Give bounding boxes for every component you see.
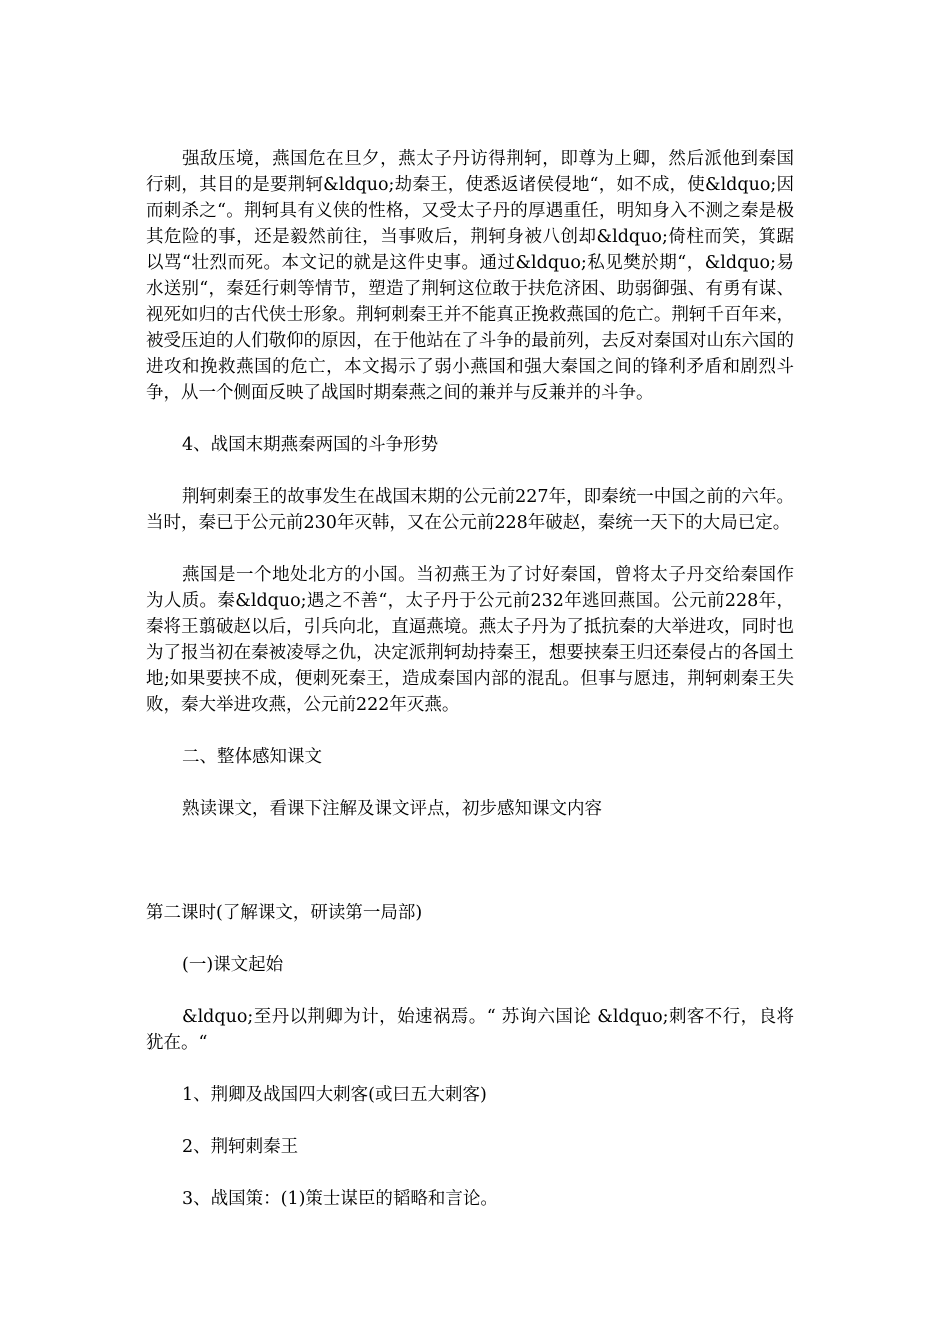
paragraph-story-date: 荆轲刺秦王的故事发生在战国末期的公元前227年，即秦统一中国之前的六年。当时，秦已于公元前230年灭韩，又在公元前228年破赵，秦统一天下的大局已定。 — [146, 487, 794, 533]
blank-spacer — [146, 848, 794, 900]
list-item-jingke: 2、荆轲刺秦王 — [182, 1137, 299, 1157]
list-item-assassins: 1、荆卿及战国四大刺客(或曰五大刺客) — [182, 1085, 487, 1105]
paragraph-yan-state: 燕国是一个地处北方的小国。当初燕王为了讨好秦国，曾将太子丹交给秦国作为人质。秦&ldquo;遇之不善“，太子丹于公元前232年逃回燕国。公元前228年，秦将王翦破赵以后，引兵向北，直逼燕境。燕太子丹为了抵抗秦的大举进攻，同时也为了报当初在秦被凌辱之仇，决定派荆轲劫持秦王，想要挟秦王归还秦侵占的各国土地;如果要挟不成，便刺死秦王，造成秦国内部的混乱。但事与愿违，荆轲刺秦王失败，秦大举进攻燕，公元前222年灭燕。 — [146, 565, 794, 715]
section-heading-struggle: 4、战国末期燕秦两国的斗争形势 — [182, 435, 439, 455]
section-heading-overall: 二、整体感知课文 — [182, 747, 322, 767]
subsection-heading-start: (一)课文起始 — [182, 955, 284, 975]
list-item-zhanguoce: 3、战国策：(1)策士谋臣的韬略和言论。 — [182, 1189, 498, 1209]
document-body — [146, 146, 794, 1238]
paragraph-jingke-intro: 强敌压境，燕国危在旦夕，燕太子丹访得荆轲，即尊为上卿，然后派他到秦国行刺，其目的是要荆轲&ldquo;劫秦王，使悉返诸侯侵地“，如不成，使&ldquo;因而刺杀之“。荆轲具有义侠的性格，又受太子丹的厚遇重任，明知身入不测之秦是极其危险的事，还是毅然前往，当事败后，荆轲身被八创却&ldquo;倚柱而笑，箕踞以骂“壮烈而死。本文记的就是这件史事。通过&ldquo;私见樊於期“，&ldquo;易水送别“，秦廷行刺等情节，塑造了荆轲这位敢于扶危济困、助弱御强、有勇有谋、视死如归的古代侠士形象。荆轲刺秦王并不能真正挽救燕国的危亡。荆轲千百年来，被受压迫的人们敬仰的原因，在于他站在了斗争的最前列，去反对秦国对山东六国的进攻和挽救燕国的危亡，本文揭示了弱小燕国和强大秦国之间的锋利矛盾和剧烈斗争，从一个侧面反映了战国时期秦燕之间的兼并与反兼并的斗争。 — [146, 149, 794, 403]
paragraph-quote: &ldquo;至丹以荆卿为计，始速祸焉。“ 苏询六国论 &ldquo;刺客不行，良将犹在。“ — [146, 1007, 794, 1053]
lesson-heading: 第二课时(了解课文，研读第一局部) — [146, 903, 423, 923]
paragraph-read-text: 熟读课文，看课下注解及课文评点，初步感知课文内容 — [182, 799, 602, 819]
